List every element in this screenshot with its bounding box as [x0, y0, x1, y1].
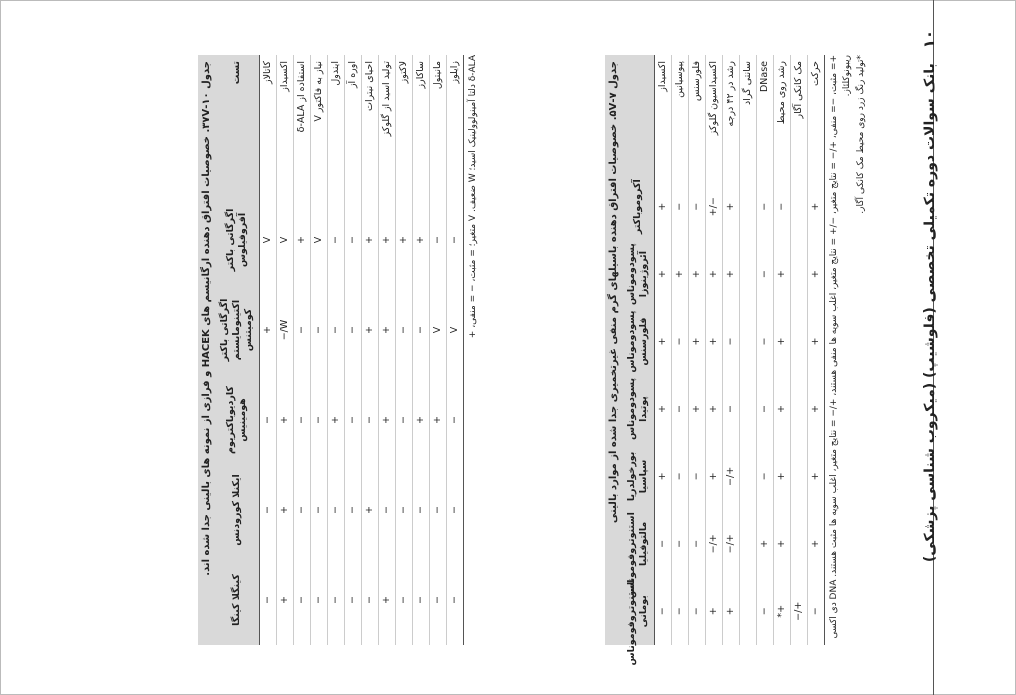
table-row [705, 55, 722, 645]
table1 [622, 55, 825, 666]
row-label: حرکت [807, 55, 824, 173]
row-label: فلورسنس [688, 55, 705, 173]
table-cell: + [705, 308, 722, 375]
table-row [310, 55, 327, 645]
table-cell: + [705, 375, 722, 442]
table-cell: + [807, 308, 824, 375]
table-row [654, 55, 671, 645]
table-cell: − [293, 285, 310, 375]
column-header [622, 55, 654, 173]
table-cell: V [446, 285, 463, 375]
footnote: δ-ALA دلتا آمینولوولینیک اسید؛ W ضعیف. V متغیر؛ = مثبت، − = منفی، + [467, 55, 478, 339]
row-label: پیوسیانین [671, 55, 688, 173]
table-cell: + [654, 375, 671, 442]
table-cell: − [327, 555, 344, 645]
table-cell: − [293, 555, 310, 645]
table-cell: − [446, 555, 463, 645]
table-cell: + [378, 285, 395, 375]
table-cell: V [429, 285, 446, 375]
table-cell: + [654, 240, 671, 307]
table1-header-row [622, 55, 654, 645]
table-cell: −/+ [705, 173, 722, 240]
table-cell: + [773, 510, 790, 577]
page-title: بانک سوالات دوره تکمیلی تخصصی (فلوشیپ) (میکروب شناسی پزشکی) [922, 63, 938, 563]
table-cell: − [327, 465, 344, 555]
table-cell: + [654, 443, 671, 510]
table-cell: − [671, 173, 688, 240]
row-label: احیای نیترات [361, 55, 378, 195]
table-row [276, 55, 293, 645]
table2-caption: جدول ۱۰-۳۷V. خصوصیات افتراق دهنده ارگانیسم های HACEK و فرازی از نمونه های بالینی جدا شده اند. [198, 55, 215, 645]
table-cell: + [429, 375, 446, 465]
footnote: += مثبت، −= منفی، +/− = نتایج متغیر، −/+ = نتایج متغیر، اغلب سویه ها منفی هستند، +/− = نتایج متغیر، اغلب سویه ها مثبت هستند. DNA دی اکسی ریبونوکلئاز. [828, 55, 853, 639]
table-cell: − [259, 555, 276, 645]
row-label: اوره آز [344, 55, 361, 195]
table-cell: + [361, 285, 378, 375]
table-cell: − [378, 465, 395, 555]
table-cell: − [395, 285, 412, 375]
table-cell: − [310, 285, 327, 375]
table-cell [790, 443, 807, 510]
row-label: مک کانکی آگار [790, 55, 807, 173]
table-cell: + [361, 195, 378, 285]
table-cell: − [310, 555, 327, 645]
table-cell [739, 510, 756, 577]
table-cell: + [773, 240, 790, 307]
column-header: آکروموباکتر [622, 173, 654, 240]
table-row [671, 55, 688, 645]
table-cell: − [756, 173, 773, 240]
table-cell [739, 240, 756, 307]
table-cell: +* [773, 578, 790, 645]
table2 [215, 55, 464, 645]
table-cell: − [722, 375, 739, 442]
table-cell [739, 375, 756, 442]
row-label: مانیتول [429, 55, 446, 195]
table-cell: − [395, 555, 412, 645]
table2-footnotes [464, 55, 481, 645]
table-cell: + [722, 578, 739, 645]
table-cell: − [671, 510, 688, 577]
row-label: ساکارز [412, 55, 429, 195]
table-cell: +/− [705, 510, 722, 577]
table-cell: − [344, 285, 361, 375]
table-cell: − [361, 555, 378, 645]
table-cell: − [756, 443, 773, 510]
table-cell [739, 308, 756, 375]
table-cell: + [807, 510, 824, 577]
page-number: ۱۰ [920, 30, 938, 49]
table-cell: − [654, 578, 671, 645]
table-cell: − [395, 465, 412, 555]
table-cell: − [446, 465, 463, 555]
table-row [361, 55, 378, 645]
table-cell: + [327, 375, 344, 465]
column-header: کینگلا کینگا [215, 555, 259, 645]
table-cell [739, 578, 756, 645]
table-row [259, 55, 276, 645]
table-cell: − [722, 308, 739, 375]
column-header: ایکنلا کورودنس [215, 465, 259, 555]
table-cell: − [412, 285, 429, 375]
row-label: استفاده از δ-ALA [293, 55, 310, 195]
column-header: پسودوموناس آئروژینوزا [622, 240, 654, 307]
table-cell: − [344, 375, 361, 465]
table-cell: W/− [276, 285, 293, 375]
row-label: ایندول [327, 55, 344, 195]
table-cell: + [276, 555, 293, 645]
table-cell: + [293, 195, 310, 285]
table-cell: V [276, 195, 293, 285]
table-cell: − [654, 510, 671, 577]
table-cell [739, 173, 756, 240]
table-cell: − [344, 465, 361, 555]
table-cell: − [259, 375, 276, 465]
table1-block [605, 55, 868, 666]
table-row [688, 55, 705, 645]
table-cell: + [259, 285, 276, 375]
column-header: بورخولدریا سپاسیا [622, 443, 654, 510]
table-cell: + [654, 173, 671, 240]
table1-footnotes [825, 55, 869, 645]
table-row [739, 55, 756, 645]
row-label: کاتالاز [259, 55, 276, 195]
table-cell: + [276, 465, 293, 555]
table-row [756, 55, 773, 645]
table-cell: + [395, 195, 412, 285]
table-row [722, 55, 739, 645]
table-cell: − [756, 375, 773, 442]
table-row [344, 55, 361, 645]
table-cell: +/− [722, 510, 739, 577]
table-cell: − [688, 510, 705, 577]
table-cell: − [756, 578, 773, 645]
column-header: استنوتروفوموناس مالتوفیلیا [622, 510, 654, 577]
table-cell: + [807, 443, 824, 510]
table-cell: − [429, 465, 446, 555]
table-cell: − [446, 375, 463, 465]
table-cell: + [276, 375, 293, 465]
table-cell: +/− [790, 578, 807, 645]
table-cell: − [310, 375, 327, 465]
table1-body [654, 55, 824, 645]
table-cell: − [361, 375, 378, 465]
table-cell: + [705, 578, 722, 645]
table2-header-row [215, 55, 259, 645]
table-cell: + [705, 443, 722, 510]
table-row [395, 55, 412, 645]
table-cell: +/− [722, 443, 739, 510]
table-cell: − [310, 465, 327, 555]
table-cell: − [756, 240, 773, 307]
table-row [790, 55, 807, 645]
table-cell [790, 510, 807, 577]
row-label: اکسیداز [654, 55, 671, 173]
table-cell [739, 443, 756, 510]
table-cell: + [412, 375, 429, 465]
table-cell: + [378, 555, 395, 645]
table-cell: + [378, 195, 395, 285]
table1-caption: جدول ۷-۵V. خصوصیات افتراق دهنده باسیلهای گرم منفی غیرتخمیری جدا شده از موارد بالینی [605, 55, 622, 645]
table-cell: − [412, 555, 429, 645]
row-label: اکسیداسیون گلوکز [705, 55, 722, 173]
footnote: *تولید رنگ زرد روی محیط مک کانکی آگار. [855, 55, 866, 214]
table-row [773, 55, 790, 645]
table-cell: + [756, 510, 773, 577]
table-cell: − [344, 555, 361, 645]
table-cell [790, 240, 807, 307]
table-cell: + [412, 195, 429, 285]
column-header: استنوتروفوموناس بومانی [622, 578, 654, 645]
table-cell: + [378, 375, 395, 465]
row-label: رشد در ۴۲ درجه [722, 55, 739, 173]
table-cell: + [688, 308, 705, 375]
column-header: اگرگاتی باکتر اکتینومایستم کومیتنس [215, 285, 259, 375]
table-cell: − [773, 173, 790, 240]
table-cell: + [688, 375, 705, 442]
table-cell: − [671, 443, 688, 510]
table-cell: + [807, 240, 824, 307]
row-label: اکسیداز [276, 55, 293, 195]
table-cell: + [807, 173, 824, 240]
table-cell: − [293, 375, 310, 465]
column-header: پسودوموناس پوتیدا [622, 375, 654, 442]
table-cell: − [293, 465, 310, 555]
table-cell: − [395, 375, 412, 465]
table-cell: − [671, 308, 688, 375]
table-cell: V [310, 195, 327, 285]
row-label: لاکتوز [395, 55, 412, 195]
table-cell: − [327, 285, 344, 375]
column-header: پسودوموناس فلورسنس [622, 308, 654, 375]
table-cell: − [259, 465, 276, 555]
table-cell: − [429, 195, 446, 285]
table-row [378, 55, 395, 645]
table-cell: + [654, 308, 671, 375]
table-cell: + [773, 308, 790, 375]
page-header [920, 30, 938, 670]
table-cell [790, 173, 807, 240]
table-cell: − [688, 578, 705, 645]
table-cell [790, 375, 807, 442]
table-cell: + [773, 443, 790, 510]
table-cell: + [722, 173, 739, 240]
table-cell: − [671, 578, 688, 645]
row-label: نیاز به فاکتور V [310, 55, 327, 195]
table-cell: − [327, 195, 344, 285]
table-row [412, 55, 429, 645]
table-cell: − [671, 375, 688, 442]
table-cell: − [756, 308, 773, 375]
table2-body [259, 55, 463, 645]
row-label: سانتی گراد [739, 55, 756, 173]
table-cell: − [688, 173, 705, 240]
row-label: زایلوز [446, 55, 463, 195]
row-label: DNase [756, 55, 773, 173]
table-cell: − [344, 195, 361, 285]
column-header: تست [215, 55, 259, 195]
column-header: کاردیوباکتریوم هومینیس [215, 375, 259, 465]
table-cell: − [807, 578, 824, 645]
table-cell [790, 308, 807, 375]
row-label: رشد روی محیط [773, 55, 790, 173]
table-cell: + [807, 375, 824, 442]
table-cell: + [722, 240, 739, 307]
table-cell: + [361, 465, 378, 555]
table-cell: − [688, 443, 705, 510]
column-header: اگرگاتی باکتر آفروفیلوس [215, 195, 259, 285]
table-cell: − [429, 555, 446, 645]
table-cell: V [259, 195, 276, 285]
table-cell: + [688, 240, 705, 307]
table-row [327, 55, 344, 645]
table-cell: + [671, 240, 688, 307]
table-cell: − [446, 195, 463, 285]
table2-block [198, 55, 480, 645]
row-label: تولید اسید از گلوکز [378, 55, 395, 195]
table-row [807, 55, 824, 645]
table-row [293, 55, 310, 645]
table-cell: − [412, 465, 429, 555]
table-cell: + [773, 375, 790, 442]
table-row [446, 55, 463, 645]
table-row [429, 55, 446, 645]
table-cell: + [705, 240, 722, 307]
